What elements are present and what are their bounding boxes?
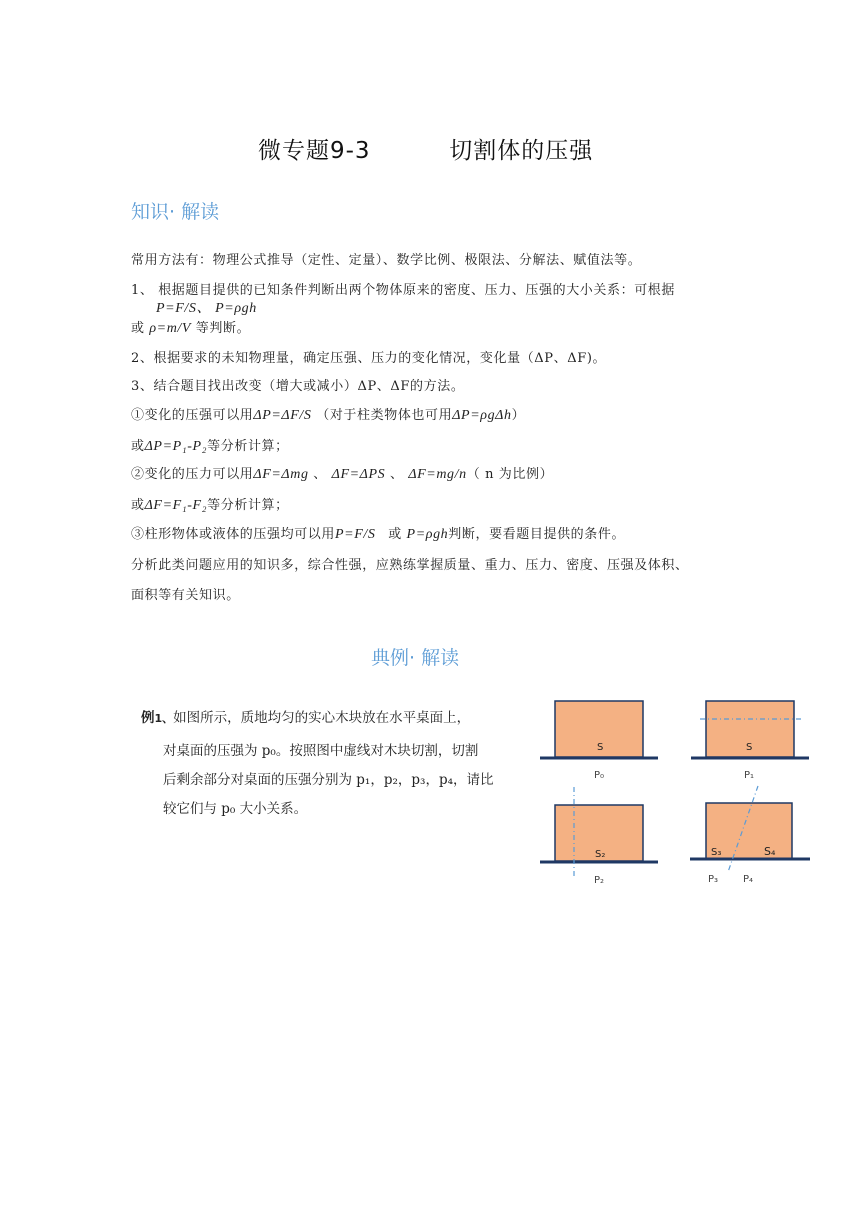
text-change-pressure: ①变化的压强可以用 [131, 408, 254, 423]
knowledge-line-4 [131, 320, 250, 338]
formula-delta-p: ΔP=ΔF/S [253, 408, 312, 423]
area-label: S [746, 742, 753, 753]
text-or: 或 [131, 321, 145, 336]
example-line-3: 后剩余部分对桌面的压强分别为 p₁，p₂，p₃，p₄，请比 [163, 772, 494, 788]
knowledge-line-9 [131, 466, 553, 484]
area-label: S [597, 742, 604, 753]
text-column: （对于柱类物体也可用 [316, 408, 453, 423]
text-or: 或 [131, 498, 145, 513]
area-label: S₂ [595, 849, 606, 860]
knowledge-line-2: 1、 根据题目提供的已知条件判断出两个物体原来的密度、压力、压强的大小关系：可根据 [131, 283, 676, 298]
formula-delta-f-ps: ΔF=ΔPS [331, 467, 386, 482]
area-label-right: S₄ [764, 845, 776, 858]
text-sep: 、 [313, 467, 327, 482]
formula-pressure: P=F/S、 P=ρgh [156, 301, 257, 316]
panel-1 [540, 701, 658, 781]
knowledge-line-1: 常用方法有：物理公式推导（定性、定量）、数学比例、极限法、分解法、赋值法等。 [131, 253, 642, 268]
knowledge-line-13: 面积等有关知识。 [131, 588, 240, 603]
example-text-1: 如图所示，质地均匀的实心木块放在水平桌面上， [173, 710, 471, 726]
text-ratio: （ n 为比例） [466, 467, 554, 482]
formula-delta-f-mg: ΔF=Δmg [253, 467, 309, 482]
text-judge-condition: 判断，要看题目提供的条件。 [448, 527, 626, 542]
text-column-liquid: ③柱形物体或液体的压强均可以用 [131, 527, 336, 542]
example-line-2: 对桌面的压强为 p₀。按照图中虚线对木块切割，切割 [163, 743, 479, 759]
knowledge-line-6: 3、结合题目找出改变（增大或减小）ΔP、ΔF的方法。 [131, 379, 465, 394]
knowledge-line-5: 2、根据要求的未知物理量，确定压强、压力的变化情况，变化量（ΔP、ΔF)。 [131, 351, 607, 366]
text-analyze: 等分析计算； [207, 439, 289, 454]
example-line-1 [141, 708, 470, 729]
formula-p-diff: ΔP=P₁-P₂ [144, 439, 208, 454]
pressure-label: P₂ [594, 875, 605, 886]
knowledge-line-11 [131, 526, 625, 544]
page-title [258, 132, 593, 165]
formula-delta-p-rho: ΔP=ρgΔh [452, 408, 512, 423]
knowledge-line-3 [156, 300, 257, 318]
formula-density: ρ=m/V [149, 321, 192, 336]
text-change-force: ②变化的压力可以用 [131, 467, 254, 482]
area-label-left: S₃ [711, 847, 722, 858]
title-number: 微专题9-3 [258, 138, 371, 164]
text-or: 或 [131, 439, 145, 454]
text-analyze: 等分析计算； [207, 498, 289, 513]
pressure-label-right: P₄ [743, 874, 754, 885]
formula-p-rgh: P=ρgh [406, 527, 449, 542]
knowledge-line-10 [131, 497, 289, 515]
pressure-label-left: P₃ [708, 874, 719, 885]
example-label: 例 [141, 710, 155, 726]
text-paren: ） [511, 408, 526, 423]
text-or: 或 [388, 527, 402, 542]
pressure-label: P₁ [744, 770, 755, 781]
section-heading-knowledge: 知识· 解读 [131, 201, 220, 223]
panel-4 [690, 786, 810, 885]
title-topic: 切割体的压强 [449, 138, 594, 164]
formula-p-fs: P=F/S [335, 527, 376, 542]
panel-2 [691, 701, 809, 781]
cutting-figure [536, 692, 816, 892]
example-number: 1、 [154, 712, 174, 725]
knowledge-line-8 [131, 438, 289, 456]
knowledge-line-12: 分析此类问题应用的知识多，综合性强，应熟练掌握质量、重力、压力、密度、压强及体积、 [131, 558, 689, 573]
text-sep: 、 [389, 467, 404, 482]
section-heading-example: 典例· 解读 [371, 647, 460, 669]
text-judge: 等判断。 [195, 321, 251, 336]
formula-delta-f-n: ΔF=mg/n [408, 467, 467, 482]
example-line-4: 较它们与 p₀ 大小关系。 [163, 801, 308, 817]
formula-f-diff: ΔF=F₁-F₂ [144, 498, 208, 513]
pressure-label: P₀ [594, 770, 605, 781]
knowledge-line-7 [131, 407, 525, 425]
panel-3 [540, 787, 658, 886]
